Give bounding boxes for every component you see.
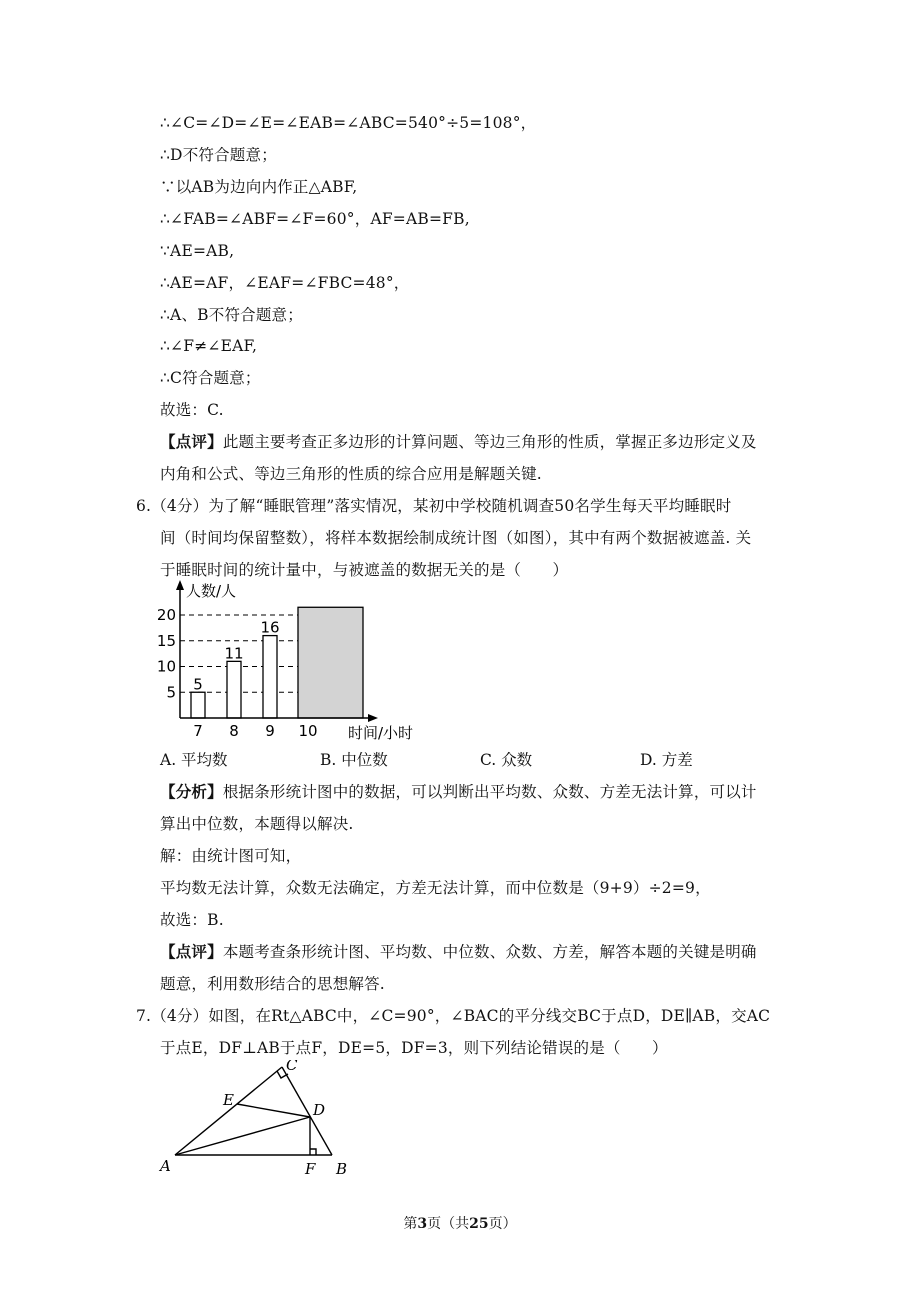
y-tick-label-20: 20 (156, 606, 176, 624)
solution-line-8: ∴∠F≠∠EAF, (160, 337, 258, 355)
q6-solution-line-3: 故选：B. (160, 911, 224, 929)
solution-line-2: ∴D不符合题意； (160, 146, 277, 164)
q7-stem-line-2: 于点E，DF⊥AB于点F，DE=5，DF=3，则下列结论错误的是（ ） (160, 1039, 668, 1057)
bar-7 (191, 692, 205, 718)
footer-mid: 页（共 (427, 1216, 470, 1232)
comment-line-1 (160, 432, 757, 452)
y-tick-label-10: 10 (156, 657, 176, 676)
segment-ac (175, 1067, 282, 1155)
bar-9 (263, 636, 277, 718)
sleep-bar-chart (150, 580, 430, 750)
q6-option-a: A. 平均数 (160, 751, 228, 769)
solution-line-6: ∴AE=AF，∠EAF=∠FBC=48°， (160, 274, 410, 292)
q6-stem-line-1: 6.（4分）为了解“睡眠管理”落实情况，某初中学校随机调查50名学生每天平均睡眠时 (136, 497, 732, 515)
page-footer (0, 1213, 920, 1233)
covered-bar-10 (298, 607, 363, 718)
q6-comment-line-2: 题意，利用数形结合的思想解答. (160, 975, 385, 993)
x-axis-label: 时间/小时 (348, 724, 414, 742)
right-angle-mark-f (310, 1149, 316, 1155)
point-label-b: B (336, 1160, 348, 1178)
solution-line-7: ∴A、B不符合题意； (160, 306, 303, 324)
chart-bars (191, 607, 363, 718)
q6-comment-tag: 【点评】 (160, 942, 223, 961)
triangle-figure (150, 1060, 370, 1185)
x-axis-arrow (368, 714, 378, 722)
q6-option-b: B. 中位数 (320, 751, 388, 769)
footer-post: 页） (488, 1216, 517, 1232)
segment-ed (237, 1104, 310, 1117)
q6-analysis-line-2: 算出中位数，本题得以解决. (160, 815, 354, 833)
x-tick-label-7: 7 (193, 722, 203, 740)
data-label-7: 5 (193, 675, 203, 694)
solution-line-4: ∴∠FAB=∠ABF=∠F=60°，AF=AB=FB, (160, 210, 470, 228)
point-label-f: F (305, 1160, 316, 1178)
comment-tag: 【点评】 (160, 432, 223, 451)
x-tick-label-8: 8 (229, 722, 239, 740)
comment-line-2: 内角和公式、等边三角形的性质的综合应用是解题关键. (160, 465, 542, 483)
segment-ad (175, 1117, 310, 1155)
data-label-9: 16 (260, 618, 280, 637)
y-tick-label-15: 15 (156, 631, 176, 650)
y-tick-label-5: 5 (166, 683, 176, 702)
point-label-d: D (313, 1101, 326, 1119)
q6-analysis-line-1 (160, 782, 757, 802)
q7-stem-line-1: 7.（4分）如图，在Rt△ABC中，∠C=90°，∠BAC的平分线交BC于点D，DE∥AB，交AC (136, 1007, 771, 1025)
point-label-e: E (223, 1091, 234, 1109)
q6-comment-text-1: 本题考查条形统计图、平均数、中位数、众数、方差，解答本题的关键是明确 (222, 943, 757, 961)
q6-stem-line-2: 间（时间均保留整数），将样本数据绘制成统计图（如图），其中有两个数据被遮盖. 关 (160, 529, 752, 547)
q6-solution-line-2: 平均数无法计算，众数无法确定，方差无法计算，而中位数是（9+9）÷2=9， (160, 879, 711, 897)
q6-solution-line-1: 解：由统计图可知， (160, 847, 302, 865)
analysis-tag: 【分析】 (160, 782, 223, 801)
x-tick-label-10: 10 (298, 722, 318, 740)
y-axis-arrow (176, 580, 184, 590)
analysis-text-1: 根据条形统计图中的数据，可以判断出平均数、众数、方差无法计算，可以计 (222, 783, 757, 801)
footer-page-number: 3 (417, 1216, 428, 1232)
solution-line-5: ∵AE=AB, (160, 242, 235, 260)
solution-line-9: ∴C符合题意； (160, 369, 261, 387)
x-tick-label-9: 9 (265, 722, 275, 740)
footer-total-pages: 25 (469, 1216, 489, 1232)
q6-option-d: D. 方差 (640, 751, 693, 769)
q6-stem-line-3: 于睡眠时间的统计量中，与被遮盖的数据无关的是（ ） (160, 561, 569, 579)
point-label-c: C (286, 1060, 298, 1074)
solution-line-10: 故选：C. (160, 401, 224, 419)
point-label-a: A (160, 1157, 171, 1175)
footer-pre: 第 (403, 1216, 418, 1232)
comment-text-1: 此题主要考查正多边形的计算问题、等边三角形的性质，掌握正多边形定义及 (222, 433, 757, 451)
y-axis-label: 人数/人 (186, 582, 237, 600)
solution-line-3: ∵以AB为边向内作正△ABF, (160, 178, 358, 196)
data-label-8: 11 (224, 644, 244, 663)
solution-line-1: ∴∠C=∠D=∠E=∠EAB=∠ABC=540°÷5=108°， (160, 114, 537, 132)
bar-8 (227, 661, 241, 718)
q6-option-c: C. 众数 (480, 751, 533, 769)
q6-comment-line-1 (160, 942, 757, 962)
